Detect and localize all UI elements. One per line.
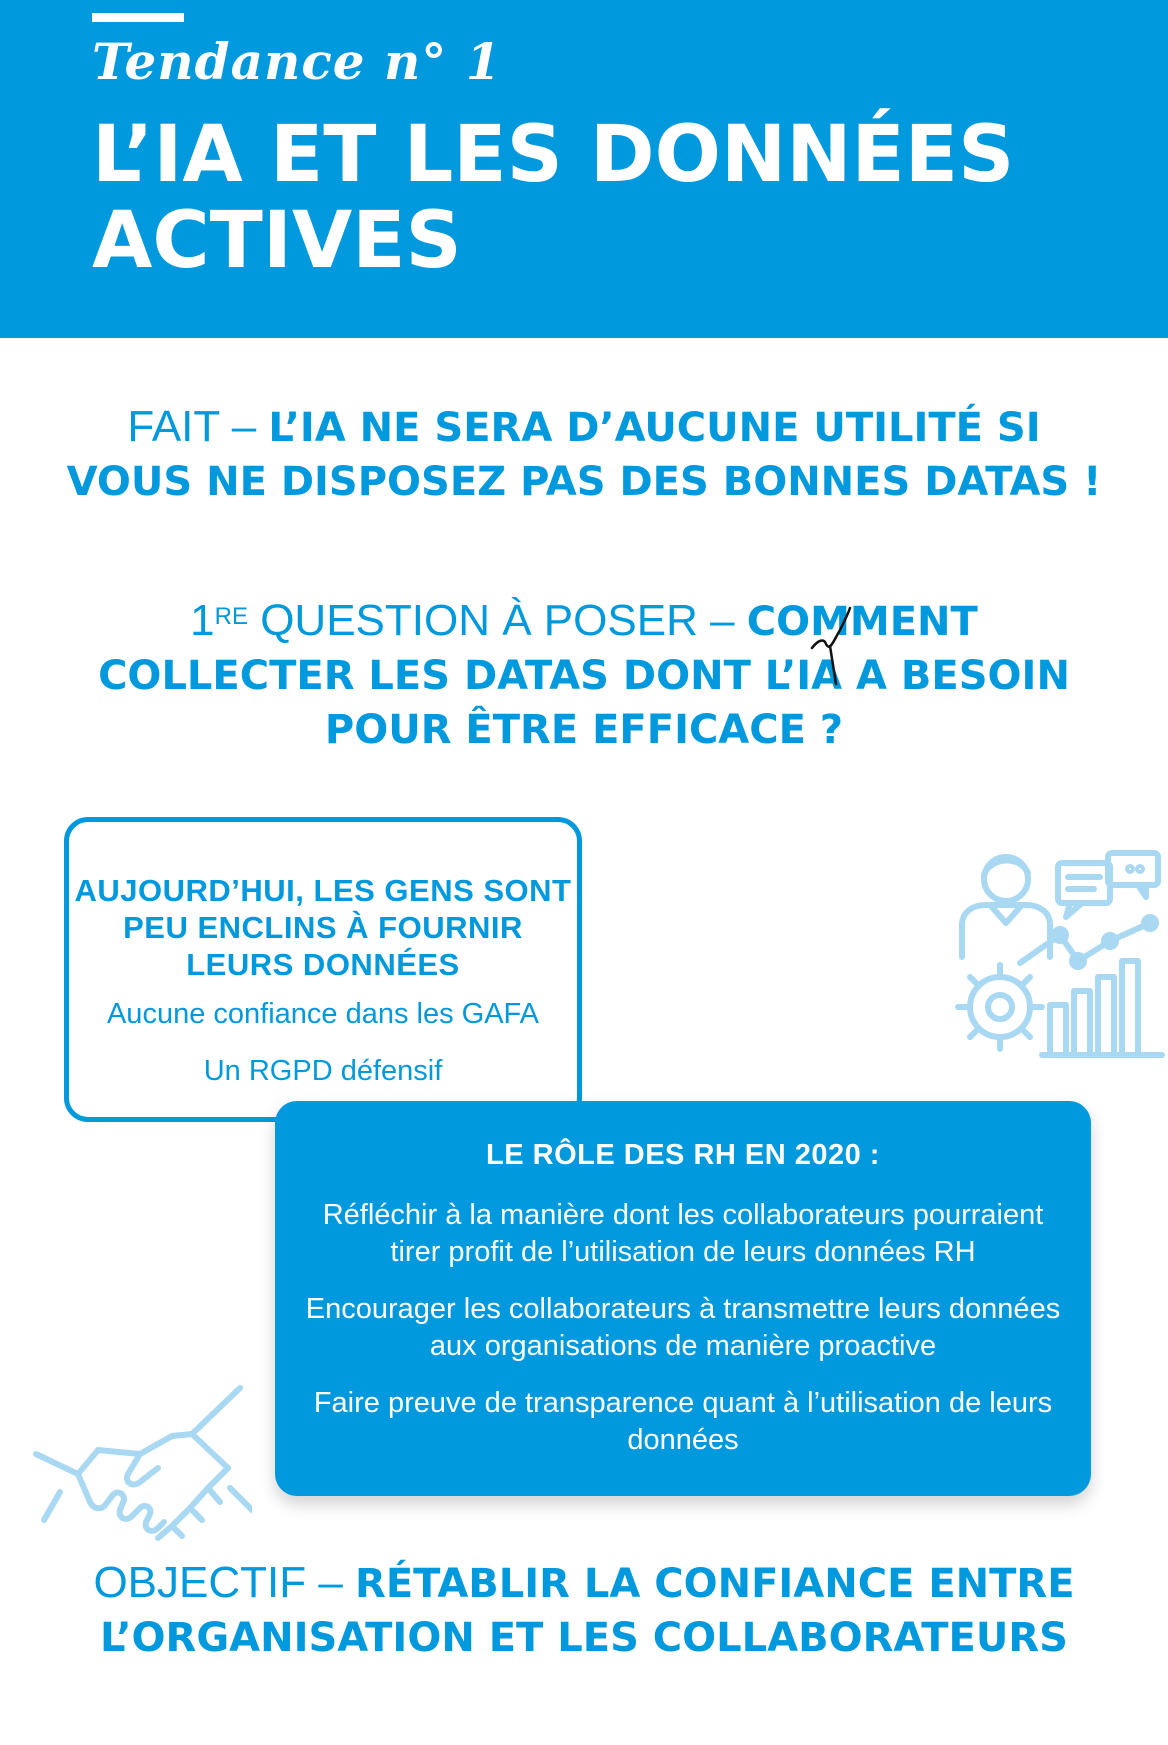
- hr-role-box: [275, 1101, 1091, 1496]
- handshake-icon: [32, 1370, 252, 1550]
- question-ordinal: 1: [190, 596, 215, 645]
- hr-role-title: LE RÔLE DES RH EN 2020 :: [486, 1139, 880, 1171]
- header-banner: [0, 0, 1168, 338]
- objective-text: RÉTABLIR LA CONFIANCE ENTRE L’ORGANISATION ET LES COLLABORATEURS: [100, 1561, 1075, 1661]
- hr-role-item-reflect: Réfléchir à la manière dont les collaborateurs pourraient tirer profit de l’utilisation de leurs données RH: [322, 1199, 1044, 1268]
- hr-role-item-encourage: Encourager les collaborateurs à transmettre leurs données aux organisations de manière proactive: [305, 1293, 1061, 1362]
- reluctance-item-gafa: Aucune confiance dans les GAFA: [106, 998, 540, 1030]
- objective-lead: OBJECTIF –: [93, 1558, 356, 1607]
- reluctance-item-rgpd: Un RGPD défensif: [203, 1055, 443, 1087]
- people-reluctance-box: [64, 817, 582, 1122]
- page-title: L’IA ET LES DONNÉES ACTIVES: [92, 110, 1015, 286]
- fact-lead: FAIT –: [127, 402, 269, 451]
- question-statement: [60, 594, 1108, 757]
- hr-role-item-transparency: Faire preuve de transparence quant à l’utilisation de leurs données: [313, 1387, 1053, 1456]
- objective-statement: [60, 1556, 1108, 1665]
- fact-text: L’IA NE SERA D’AUCUNE UTILITÉ SI VOUS NE DISPOSEZ PAS DES BONNES DATAS !: [66, 405, 1102, 505]
- question-text: COMMENT COLLECTER LES DATAS DONT L’IA A BESOIN POUR ÊTRE EFFICACE ?: [98, 599, 1070, 753]
- header-accent-bar: [92, 13, 184, 22]
- trend-number: Tendance n° 1: [92, 32, 502, 91]
- analyst-chart-gear-icon: [950, 845, 1168, 1063]
- question-lead: QUESTION À POSER –: [247, 596, 747, 645]
- people-reluctance-title: AUJOURD’HUI, LES GENS SONT PEU ENCLINS À FOURNIR LEURS DONNÉES: [74, 873, 572, 982]
- pen-scribble-mark: [800, 600, 860, 690]
- fact-statement: [60, 400, 1108, 509]
- question-ordinal-suffix: RE: [214, 603, 248, 630]
